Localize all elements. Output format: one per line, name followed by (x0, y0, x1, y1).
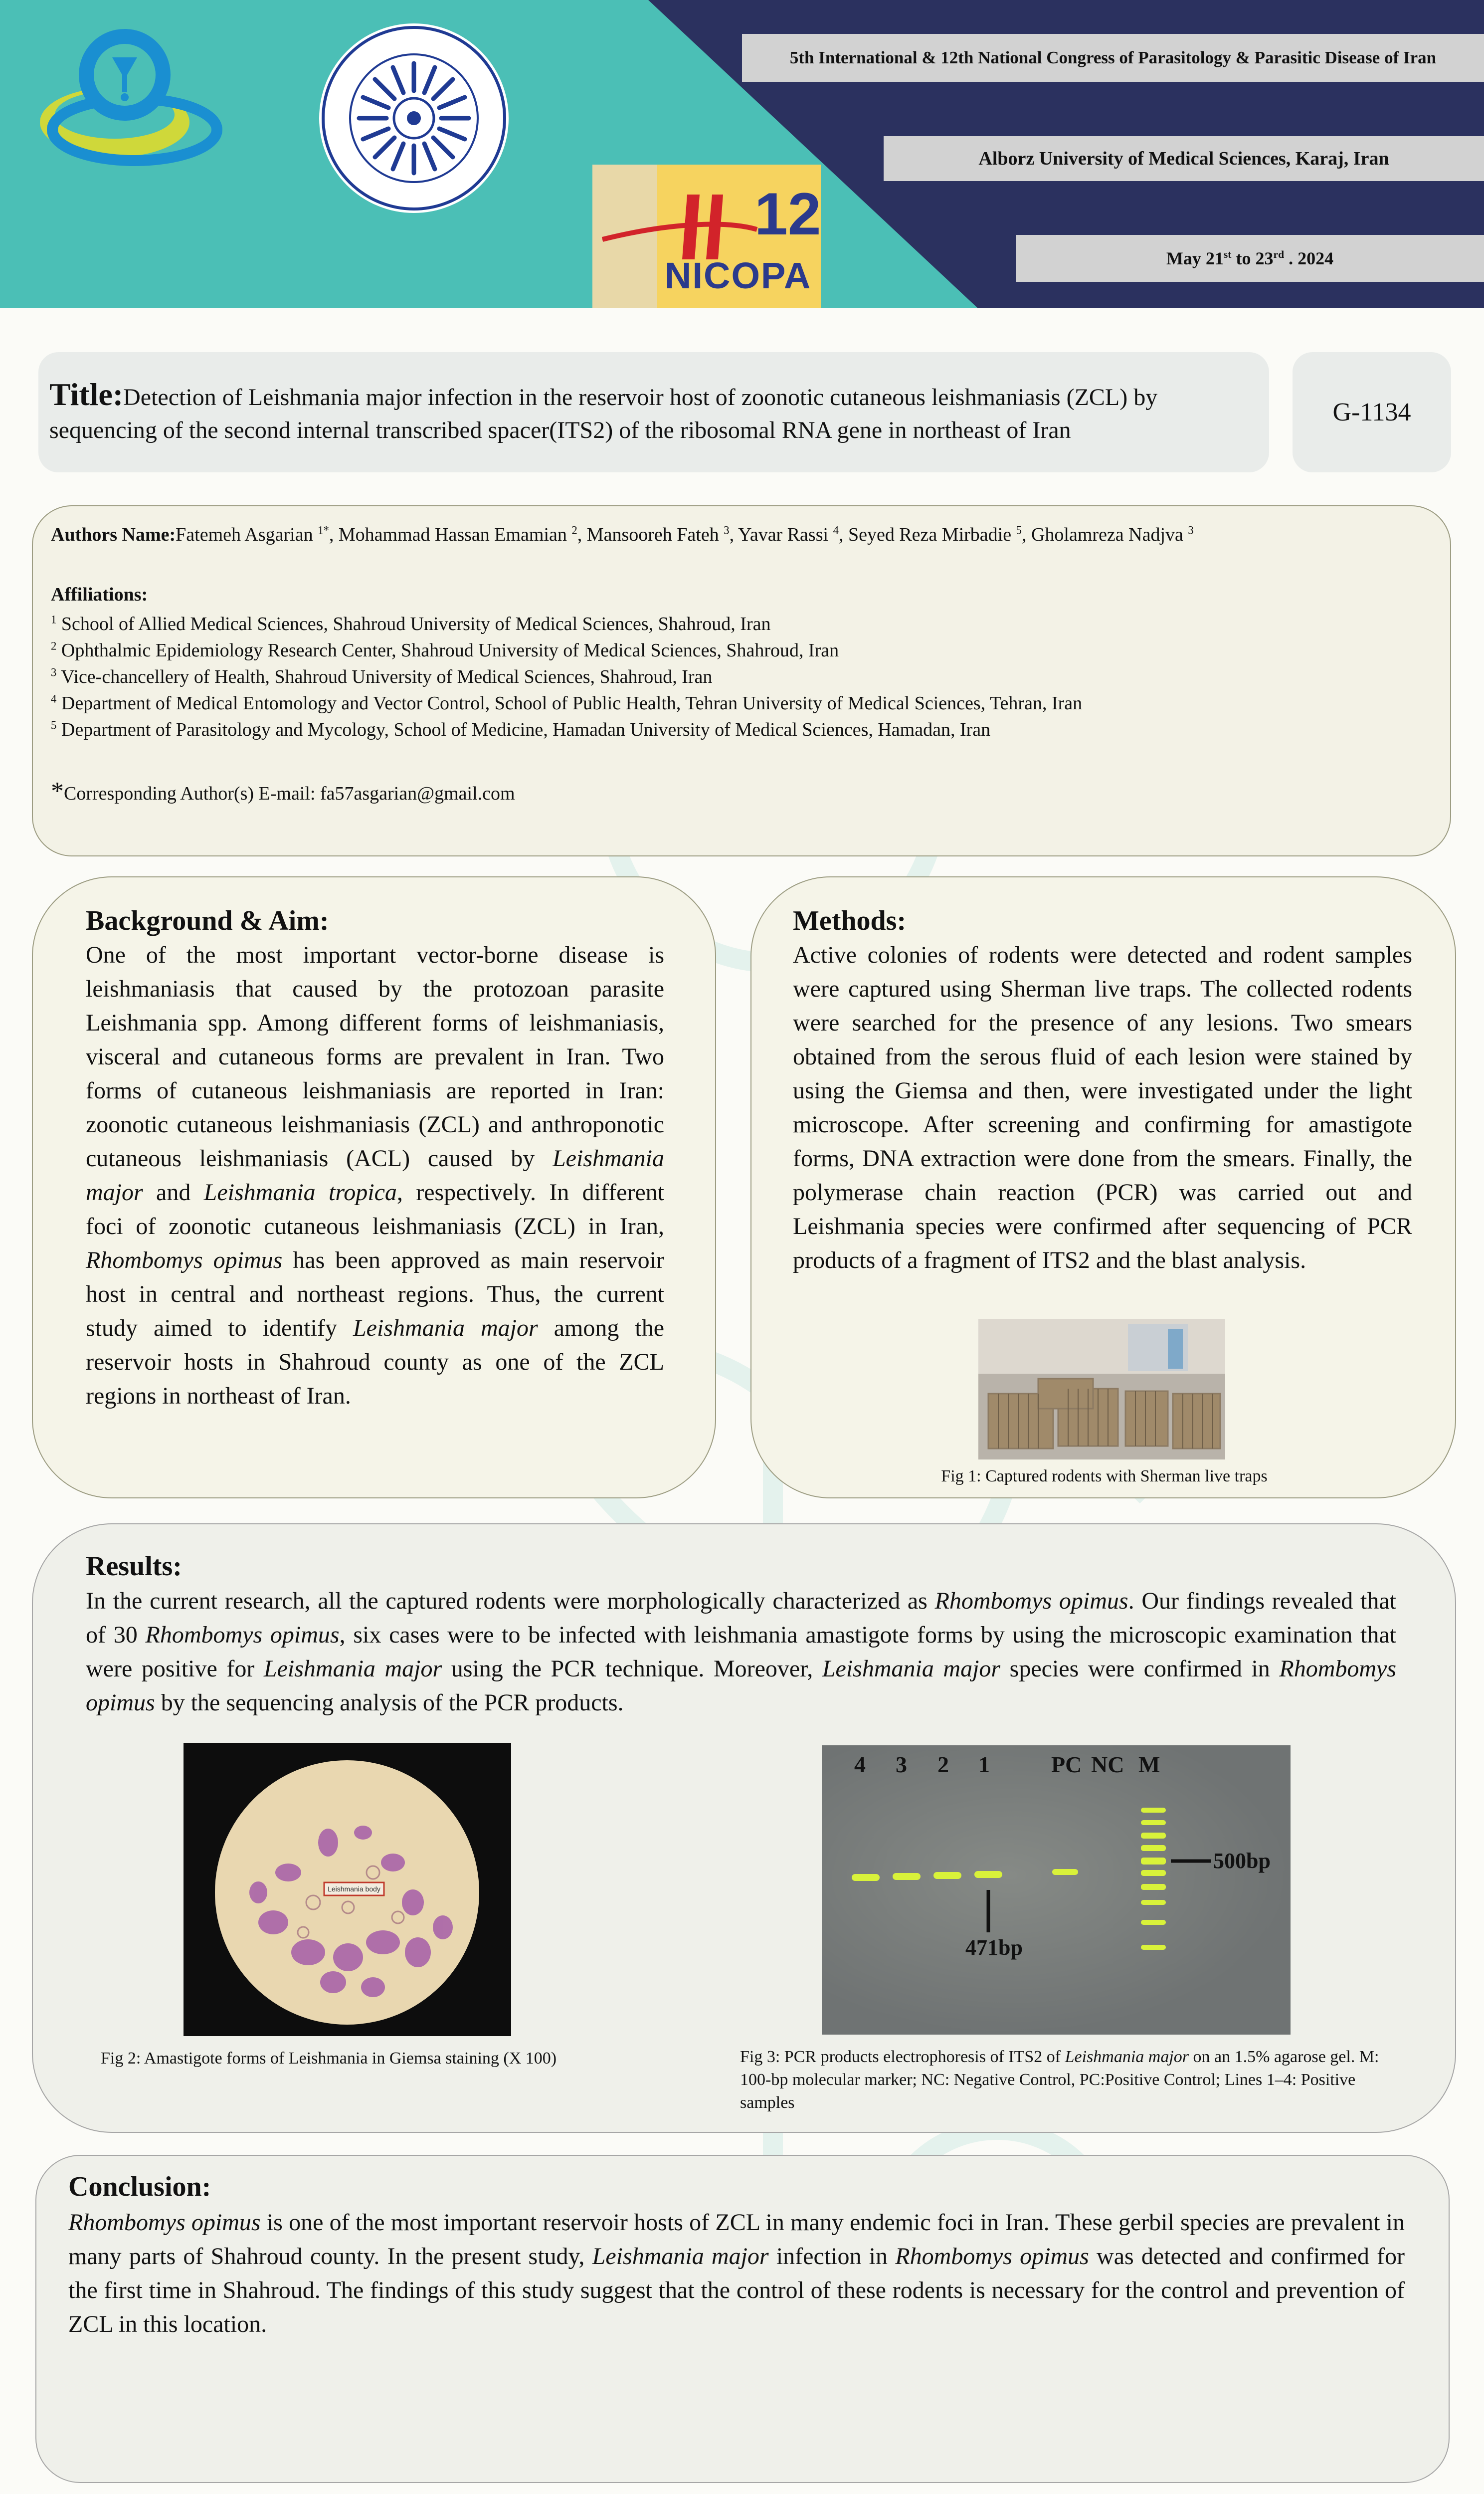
methods-text: Active colonies of rodents were detected and rodent samples were captured using Sherman live traps. The collected rodents were searched for the presence of any lesions. Two smears obtained from the serous fluid of each lesion were stained by using the Giemsa and then, were investigated under the light microscope. After screening and confirming for amastigote forms, DNA extraction were done from the smears. Finally, the polymerase chain reaction (PCR) was carried out and Leishmania species were confirmed after sequencing of PCR products of a fragment of ITS2 and the blast analysis. (793, 942, 1412, 1273)
gel-lane-2: 2 (937, 1752, 949, 1777)
fig2-label: Leishmania body (328, 1885, 380, 1893)
abstract-code-box (1293, 352, 1451, 472)
author-5: , Seyed Reza Mirbadie $^5$ (838, 524, 1022, 545)
nicopa-logo (592, 165, 821, 308)
conclusion-box (35, 2155, 1450, 2483)
authors-line (51, 521, 1437, 548)
methods-box (750, 876, 1456, 1498)
nicopa-text: NICOPA (665, 255, 812, 296)
fig1-rodent-traps-photo (978, 1319, 1225, 1459)
congress-name-banner (742, 34, 1484, 82)
congress-name: 5th International & 12th National Congress of Parasitology & Parasitic Disease of Iran (789, 48, 1437, 67)
gel-lane-m: M (1138, 1752, 1160, 1777)
gel-lane-1: 1 (978, 1752, 990, 1777)
fig3-caption: Fig 3: PCR products electrophoresis of ITS2 of Leishmania major on an 1.5% agarose gel. M: 100-bp molecular marker; NC: Negative Control, PC:Positive Control; Lines 1–4: Positive samples (740, 2048, 1379, 2112)
results-heading: Results: (86, 1551, 182, 1582)
title-text: Detection of Leishmania major infection in the reservoir host of zoonotic cutaneous leishmaniasis (ZCL) by sequencing of the second internal transcribed spacer(ITS2) of the ribosomal RNA gene in northeast of Iran (49, 384, 1158, 443)
affiliation-2: $^2$ Ophthalmic Epidemiology Research Center, Shahroud University of Medical Sciences, Shahroud, Iran (51, 639, 839, 661)
corresponding-email: Corresponding Author(s) E-mail: fa57asgarian@gmail.com (64, 783, 515, 804)
results-box (32, 1523, 1456, 2133)
results-text: In the current research, all the captured rodents were morphologically characterized as Rhombomys opimus. Our findings revealed that of 30 Rhombomys opimus, six cases were to be infected with leishmania amastigote forms by using the microscopic examination that were positive for Leishmania major using the PCR technique. Moreover, Leishmania major species were confirmed in Rhombomys opimus by the sequencing analysis of the PCR products. (86, 1588, 1397, 1716)
poster-header (0, 0, 1484, 308)
author-4: , Yavar Rassi $^4$ (729, 524, 839, 545)
fig2-caption: Fig 2: Amastigote forms of Leishmania in Giemsa staining (X 100) (101, 2049, 557, 2068)
methods-heading: Methods: (793, 905, 907, 936)
abstract-code: G-1134 (1332, 398, 1411, 426)
fig2-microscope-image (184, 1743, 511, 2036)
gel-lane-nc: NC (1091, 1752, 1124, 1777)
affiliation-3: $^3$ Vice-chancellery of Health, Shahroud University of Medical Sciences, Shahroud, Iran (51, 666, 713, 687)
iranian-society-parasitology-logo (317, 21, 511, 215)
congress-emblem-logo (20, 15, 229, 180)
conclusion-text: Rhombomys opimus is one of the most important reservoir hosts of ZCL in many endemic foci in Iran. These gerbil species are prevalent in many parts of Shahroud county. In the present study, Leishmania major infection in Rhombomys opimus was detected and confirmed for the first time in Shahroud. The findings of this study suggest that the control of these rodents is necessary for the control and prevention of ZCL in this location. (68, 2209, 1405, 2337)
author-2: , Mohammad Hassan Emamian $^2$ (329, 524, 577, 545)
gel-lane-3: 3 (896, 1752, 907, 1777)
nicopa-number: 12 (754, 181, 821, 247)
fig1-caption: Fig 1: Captured rodents with Sherman live traps (941, 1467, 1268, 1485)
congress-date: May 21st to 23rd . 2024 (1166, 248, 1334, 268)
corresponding-author: *Corresponding Author(s) E-mail: fa57asgarian@gmail.com (51, 777, 515, 806)
fig3-gel-image (822, 1745, 1291, 2035)
affiliation-1: $^1$ School of Allied Medical Sciences, Shahroud University of Medical Sciences, Shahroud, Iran (51, 613, 771, 634)
title-box (38, 352, 1269, 472)
gel-marker-label: 500bp (1213, 1849, 1271, 1873)
authors-box (32, 505, 1451, 856)
conclusion-heading: Conclusion: (68, 2171, 211, 2202)
gel-band-label: 471bp (965, 1935, 1023, 1960)
university-banner (884, 136, 1484, 181)
background-text: One of the most important vector-borne disease is leishmaniasis that caused by the protozoan parasite Leishmania spp. Among different forms of leishmaniasis, visceral and cutaneous forms are prevalent in Iran. Two forms of cutaneous leishmaniasis are reported in Iran: zoonotic cutaneous leishmaniasis (ZCL) and anthroponotic cutaneous leishmaniasis (ACL) caused by Leishmania major and Leishmania tropica, respectively. In different foci of zoonotic cutaneous leishmaniasis (ZCL) in Iran, Rhombomys opimus has been approved as main reservoir host in central and northeast regions. Thus, the current study aimed to identify Leishmania major among the reservoir hosts in Shahroud county as one of the ZCL regions in northeast of Iran. (86, 942, 665, 1409)
affiliation-5: $^5$ Department of Parasitology and Mycology, School of Medicine, Hamadan University of Medical Sciences, Hamadan, Iran (51, 719, 991, 740)
gel-lane-pc: PC (1051, 1752, 1082, 1777)
poster-title (49, 378, 1256, 447)
university-name: Alborz University of Medical Sciences, Karaj, Iran (978, 148, 1389, 169)
affiliations-list (51, 611, 1437, 743)
gel-bands (822, 1745, 1291, 2035)
title-label: Title: (49, 377, 124, 412)
affiliation-4: $^4$ Department of Medical Entomology and Vector Control, School of Public Health, Tehran University of Medical Sciences, Tehran, Iran (51, 692, 1083, 714)
date-banner (1016, 235, 1484, 282)
background-aim-box (32, 876, 716, 1498)
author-6: , Gholamreza Nadjva $^3$ (1021, 524, 1194, 545)
background-heading: Background & Aim: (86, 905, 329, 936)
authors-label: Authors Name: (51, 524, 176, 545)
author-1: Fatemeh Asgarian $^{1*}$ (176, 524, 329, 545)
affiliations-label: Affiliations: (51, 584, 148, 605)
gel-lane-4: 4 (854, 1752, 866, 1777)
author-3: , Mansooreh Fateh $^3$ (577, 524, 730, 545)
